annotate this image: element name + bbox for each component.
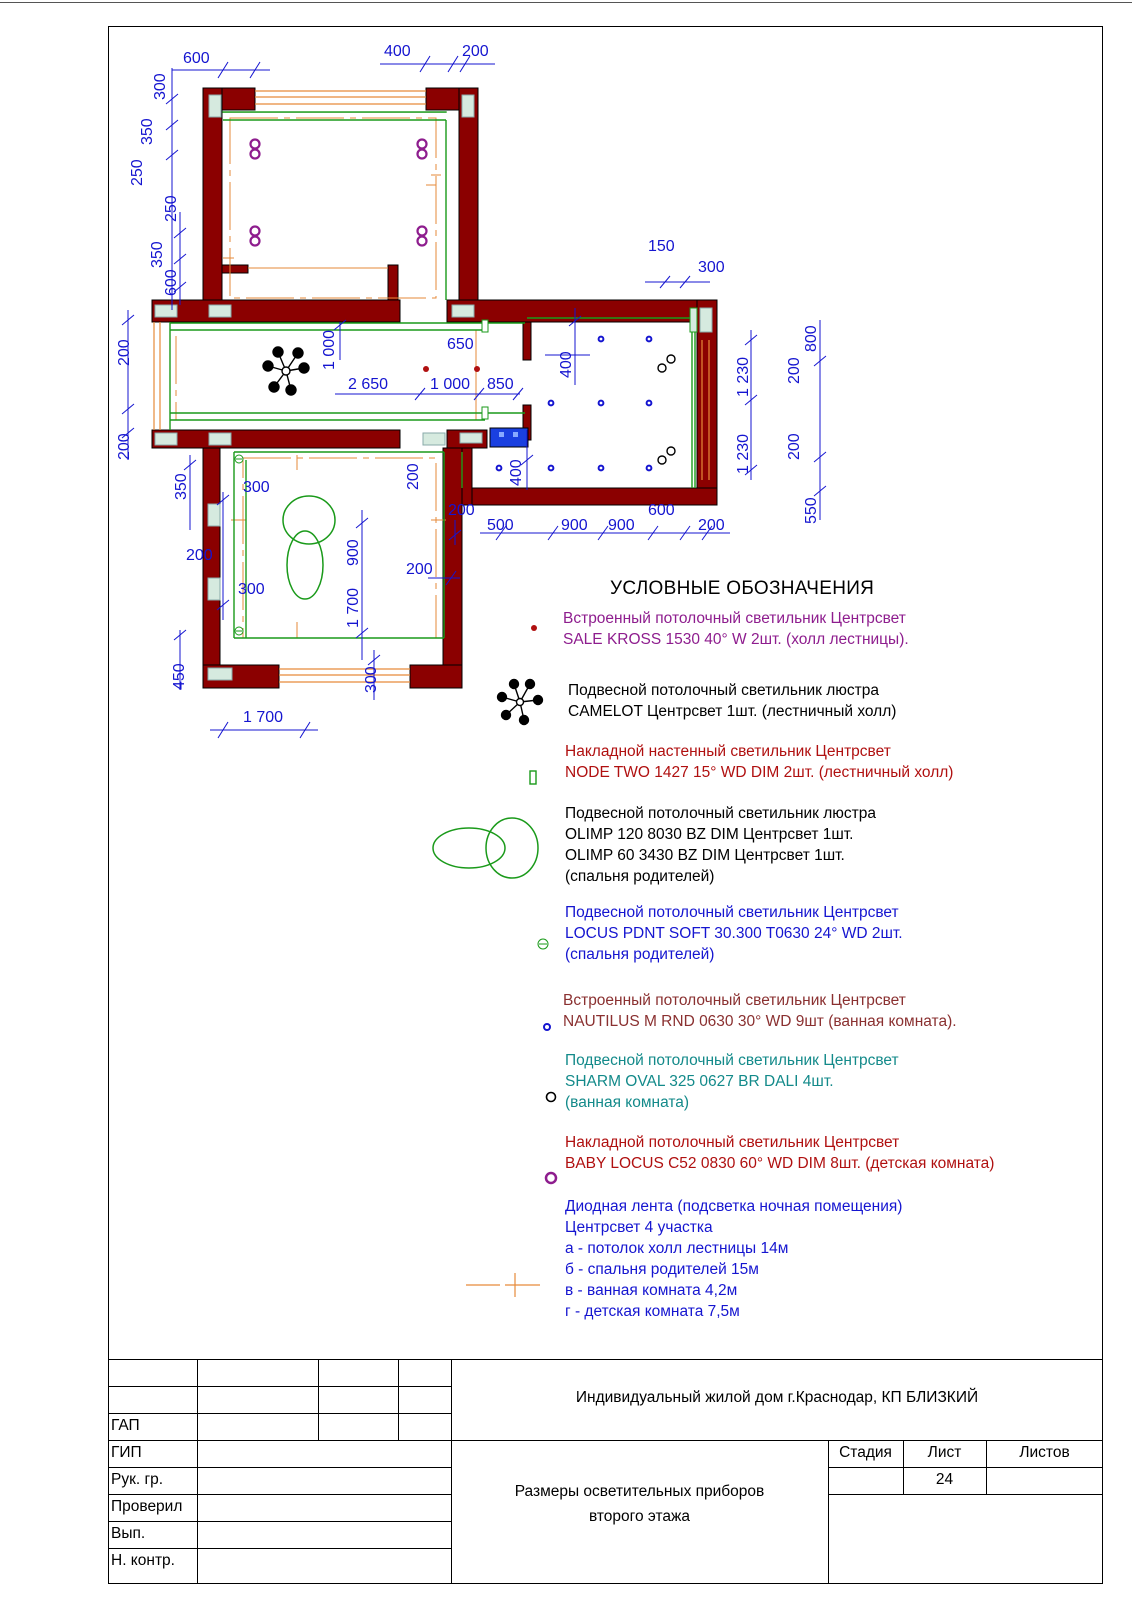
stage-label: Стадия [839, 1444, 892, 1461]
legend-line: Накладной потолочный светильник Центрсвет [565, 1134, 900, 1151]
legend-line: OLIMP 120 8030 BZ DIM Центрсвет 1шт. [565, 826, 854, 843]
role-gap: ГАП [111, 1417, 140, 1434]
vent [700, 308, 712, 332]
legend-line: а - потолок холл лестницы 14м [565, 1240, 789, 1257]
led-strip-icon [466, 1273, 540, 1297]
legend-line: LOCUS PDNT SOFT 30.300 T0630 24° WD 2шт. [565, 925, 903, 942]
role-norm-control: Н. контр. [111, 1552, 175, 1569]
legend-item [563, 990, 957, 1032]
dim-text: 350 [173, 473, 190, 500]
dim-text: 200 [786, 357, 803, 384]
locus-pendants [235, 455, 243, 635]
dim-text: 300 [243, 479, 270, 496]
dim-text: 250 [163, 195, 180, 222]
dim-text: 300 [238, 581, 265, 598]
vent [423, 433, 445, 445]
sheet-number: 24 [935, 1471, 954, 1488]
role-gip: ГИП [111, 1444, 142, 1461]
wall [222, 265, 248, 273]
legend-item [568, 680, 896, 722]
dim-text: 400 [558, 351, 575, 378]
dim-text: 200 [786, 433, 803, 460]
dim-text: 200 [405, 463, 422, 490]
dim-text: 1 230 [735, 433, 752, 474]
dim-text: 400 [384, 43, 411, 60]
wall-light-symbol [482, 407, 488, 419]
sheet-title-line1: Размеры осветительных приборов [514, 1483, 765, 1500]
dim-text: 150 [648, 238, 675, 255]
spot-sale-kross [474, 366, 480, 372]
legend-item [563, 608, 909, 650]
chandelier-camelot [263, 347, 309, 395]
project-name: Индивидуальный жилой дом г.Краснодар, КП БЛИЗКИЙ [575, 1389, 979, 1406]
chandelier-icon [498, 680, 543, 725]
dim-text: 850 [487, 376, 514, 393]
legend-line: (ванная комната) [565, 1094, 690, 1111]
sheets-label: Листов [1019, 1444, 1070, 1461]
dim-text: 350 [139, 118, 156, 145]
sheet-label: Лист [927, 1444, 962, 1461]
vent [209, 433, 231, 445]
role-checked: Проверил [111, 1498, 183, 1515]
dim-text: 600 [183, 50, 210, 67]
vent [209, 95, 221, 117]
vent [209, 305, 231, 317]
dim-text: 1 230 [735, 356, 752, 397]
dim-text: 250 [129, 159, 146, 186]
legend-line: Встроенный потолочный светильник Центрсвет [563, 610, 906, 627]
title-block [108, 1359, 1103, 1584]
dim-text: 350 [149, 241, 166, 268]
legend-title: УСЛОВНЫЕ ОБОЗНАЧЕНИЯ [610, 578, 875, 599]
dim-text: 300 [698, 259, 725, 276]
legend-line: Подвесной потолочный светильник люстра [568, 682, 880, 699]
wall [152, 430, 400, 448]
dim-text: 200 [186, 547, 213, 564]
dim-text: 200 [406, 561, 433, 578]
dim-text: 200 [448, 502, 475, 519]
wall [152, 300, 400, 322]
legend-line: в - ванная комната 4,2м [565, 1282, 738, 1299]
legend-line: OLIMP 60 3430 BZ DIM Центрсвет 1шт. [565, 847, 845, 864]
legend-line: BABY LOCUS C52 0830 60° WD DIM 8шт. (детская комната) [565, 1155, 995, 1172]
dim-text: 550 [803, 497, 820, 524]
wall [459, 88, 478, 310]
vent [460, 433, 482, 443]
vent [208, 504, 220, 526]
legend-line: Подвесной потолочный светильник Центрсвет [565, 904, 899, 921]
legend-line: Центрсвет 4 участка [565, 1219, 713, 1236]
dim-text: 1 000 [321, 329, 338, 370]
red-dot-icon [531, 625, 537, 631]
legend-line: (спальня родителей) [565, 946, 715, 963]
wall [443, 448, 462, 688]
sharm-rings [658, 355, 675, 464]
legend-line: Диодная лента (подсветка ночная помещения) [565, 1198, 903, 1215]
legend-line: (спальня родителей) [565, 868, 715, 885]
dim-text: 1 700 [345, 587, 362, 628]
wall [203, 88, 222, 310]
blue-panel [490, 428, 528, 447]
legend-item [565, 1196, 902, 1322]
wall-light-symbol [482, 320, 488, 332]
wall [447, 300, 717, 322]
black-ring-icon [547, 1093, 556, 1102]
legend-line: г - детская комната 7,5м [565, 1303, 740, 1320]
vent [155, 433, 177, 445]
olimp-chandelier [283, 496, 335, 599]
dim-text: 300 [363, 666, 380, 693]
vent [462, 95, 474, 117]
nursery-lights [251, 140, 427, 246]
dim-text: 300 [152, 73, 169, 100]
dim-text: 600 [163, 269, 180, 296]
wall [523, 322, 531, 360]
dim-text: 600 [648, 502, 675, 519]
legend-item [565, 1132, 994, 1174]
sheet-title-line2: второго этажа [588, 1508, 691, 1525]
legend-item [565, 741, 953, 783]
vent [155, 305, 177, 317]
role-done: Вып. [111, 1525, 146, 1542]
purple-ring-icon [546, 1173, 556, 1183]
role-lead: Рук. гр. [111, 1471, 164, 1488]
legend-line: б - спальня родителей 15м [565, 1261, 759, 1278]
vent [208, 578, 220, 600]
wall-light-symbol [690, 308, 697, 332]
wall [410, 665, 462, 688]
legend-line: Подвесной потолочный светильник люстра [565, 805, 877, 822]
legend-line: SALE KROSS 1530 40° W 2шт. (холл лестницы). [563, 631, 909, 648]
dim-text: 900 [608, 517, 635, 534]
legend-line: CAMELOT Центрсвет 1шт. (лестничный холл) [568, 703, 897, 720]
dim-text: 2 650 [348, 376, 389, 393]
legend-line: NAUTILUS M RND 0630 30° WD 9шт (ванная комната). [563, 1013, 957, 1030]
wall [458, 488, 717, 505]
legend-line: Подвесной потолочный светильник Центрсвет [565, 1052, 899, 1069]
legend-line: Встроенный потолочный светильник Центрсвет [563, 992, 906, 1009]
dim-text: 200 [698, 517, 725, 534]
double-ellipse-icon [433, 818, 538, 878]
dim-text: 450 [171, 663, 188, 690]
dim-text: 200 [116, 433, 133, 460]
dim-text: 200 [462, 43, 489, 60]
vent [208, 668, 232, 680]
dim-text: 500 [487, 517, 514, 534]
dim-text: 1 000 [430, 376, 471, 393]
spot-sale-kross [423, 366, 429, 372]
wall [203, 448, 220, 688]
vent [452, 305, 474, 317]
legend-line: SHARM OVAL 325 0627 BR DALI 4шт. [565, 1073, 834, 1090]
dim-text: 400 [508, 459, 525, 486]
dim-text: 900 [345, 539, 362, 566]
dim-text: 650 [447, 336, 474, 353]
pendant-circle-icon [538, 939, 548, 949]
legend-line: NODE TWO 1427 15° WD DIM 2шт. (лестничный холл) [565, 764, 954, 781]
legend-line: Накладной настенный светильник Центрсвет [565, 743, 891, 760]
legend-item [565, 803, 876, 887]
dim-text: 900 [561, 517, 588, 534]
dim-text: 1 700 [243, 709, 284, 726]
wall-light-icon [530, 771, 536, 784]
blue-dot-icon [544, 1024, 550, 1030]
legend-symbols [433, 625, 556, 1297]
green-outlines [170, 112, 697, 638]
dim-text: 800 [803, 325, 820, 352]
legend-item [565, 1050, 899, 1113]
dim-text: 200 [116, 339, 133, 366]
legend-item [565, 902, 903, 965]
